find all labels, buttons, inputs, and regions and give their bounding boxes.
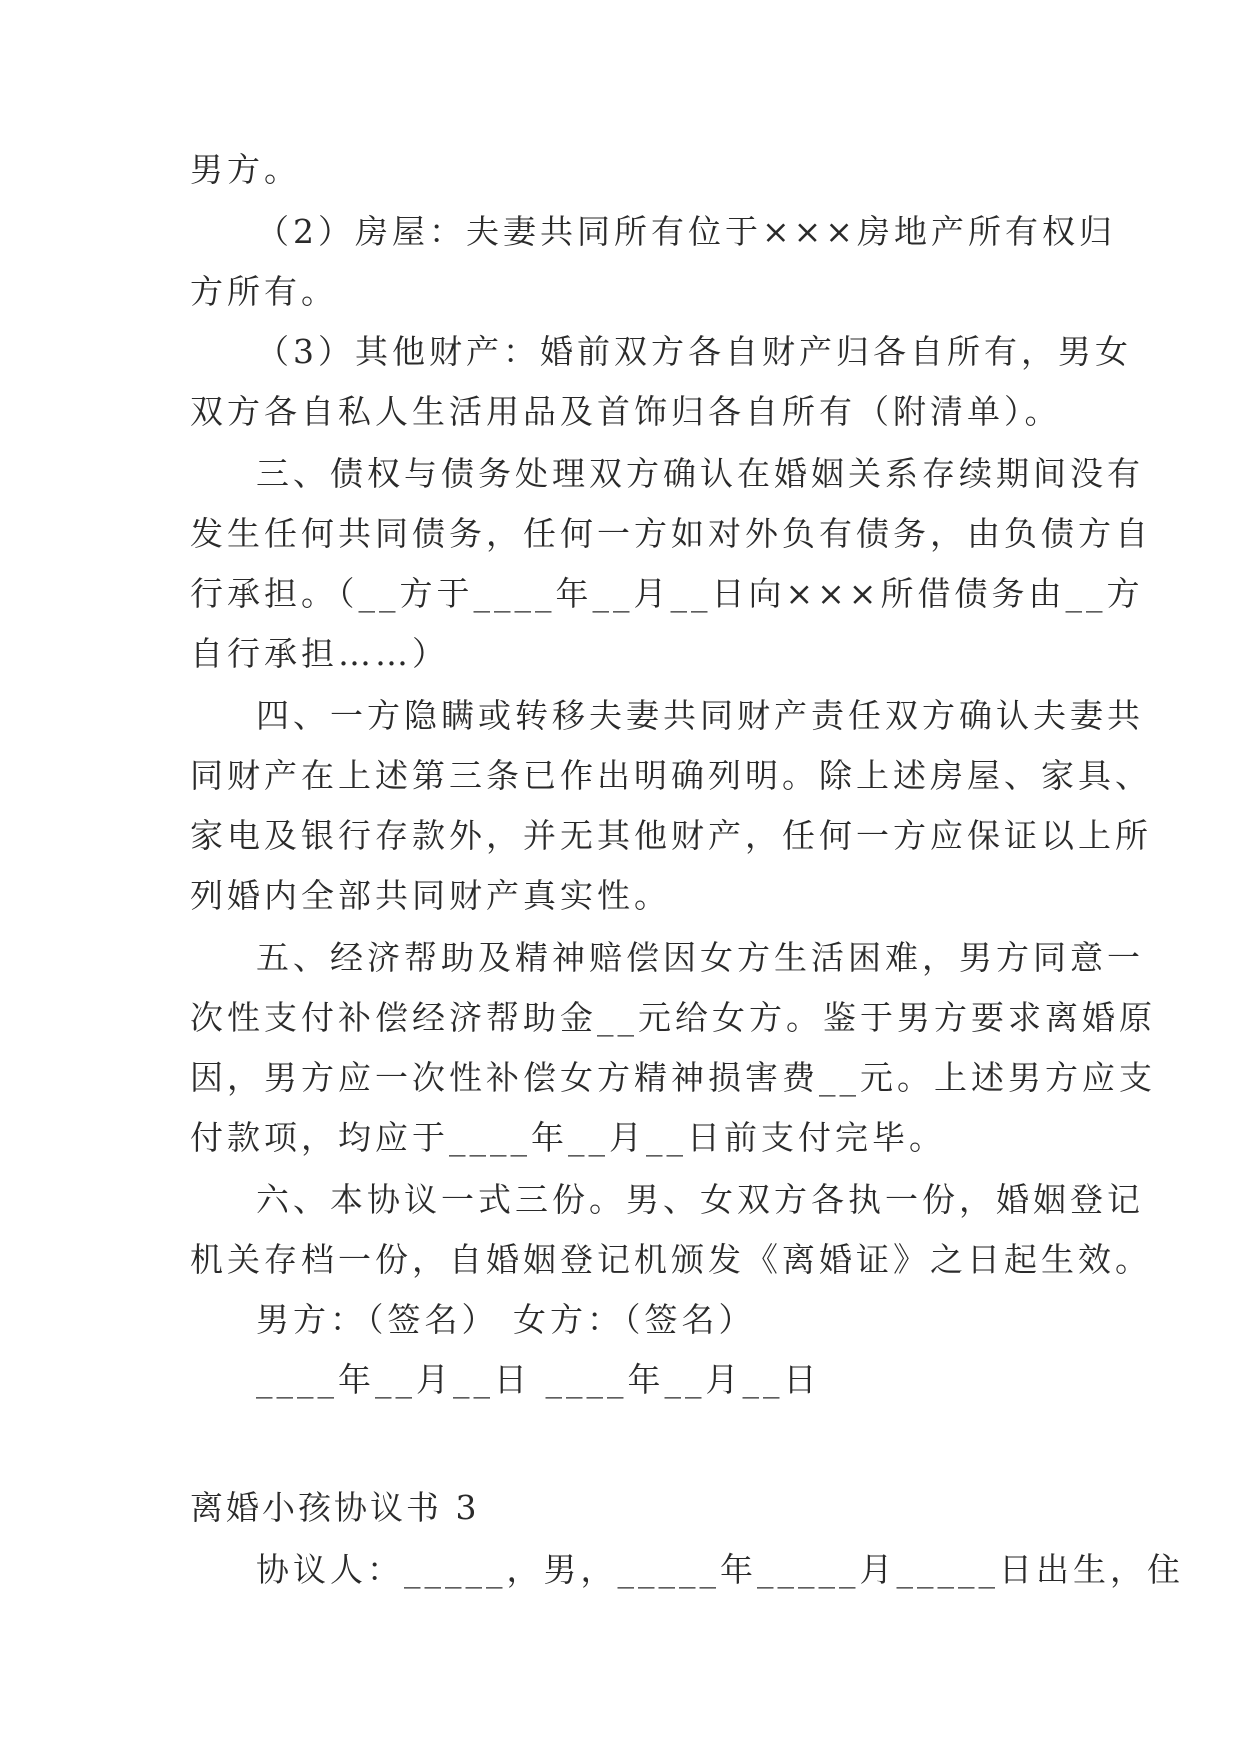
paragraph-line: （2）房屋：夫妻共同所有位于×××房地产所有权归 xyxy=(256,212,1116,251)
paragraph-line: 同财产在上述第三条已作出明确列明。除上述房屋、家具、 xyxy=(190,756,1152,795)
paragraph-line: 付款项，均应于____年__月__日前支付完毕。 xyxy=(190,1118,946,1157)
paragraph-line: 发生任何共同债务，任何一方如对外负有债务，由负债方自 xyxy=(190,514,1152,553)
paragraph-line: 男方。 xyxy=(190,150,301,189)
paragraph-line: 机关存档一份，自婚姻登记机颁发《离婚证》之日起生效。 xyxy=(190,1240,1152,1279)
paragraph-line: （3）其他财产：婚前双方各自财产归各自所有，男女 xyxy=(256,332,1132,371)
paragraph-line: 四、一方隐瞒或转移夫妻共同财产责任双方确认夫妻共 xyxy=(256,696,1144,735)
paragraph-line: 家电及银行存款外，并无其他财产，任何一方应保证以上所 xyxy=(190,816,1152,855)
paragraph-line: 双方各自私人生活用品及首饰归各自所有（附清单）。 xyxy=(190,392,1062,431)
paragraph-line: 三、债权与债务处理双方确认在婚姻关系存续期间没有 xyxy=(256,454,1144,493)
paragraph-line: 行承担。（__方于____年__月__日向×××所借债务由__方 xyxy=(190,574,1144,613)
paragraph-line: 因，男方应一次性补偿女方精神损害费__元。上述男方应支 xyxy=(190,1058,1156,1097)
paragraph-line: 次性支付补偿经济帮助金__元给女方。鉴于男方要求离婚原 xyxy=(190,998,1156,1037)
paragraph-line: 协议人：_____，男，_____年_____月_____日出生，住 xyxy=(256,1550,1184,1589)
paragraph-line: 自行承担……） xyxy=(190,634,449,673)
paragraph-line: 列婚内全部共同财产真实性。 xyxy=(190,876,671,915)
paragraph-line: 方所有。 xyxy=(190,272,338,311)
paragraph-line: 六、本协议一式三份。男、女双方各执一份，婚姻登记 xyxy=(256,1180,1144,1219)
section-heading: 离婚小孩协议书 3 xyxy=(190,1488,480,1527)
date-line: ____年__月__日 ____年__月__日 xyxy=(256,1360,821,1399)
signature-line: 男方：（签名） 女方：（签名） xyxy=(256,1300,756,1339)
paragraph-line: 五、经济帮助及精神赔偿因女方生活困难，男方同意一 xyxy=(256,938,1144,977)
